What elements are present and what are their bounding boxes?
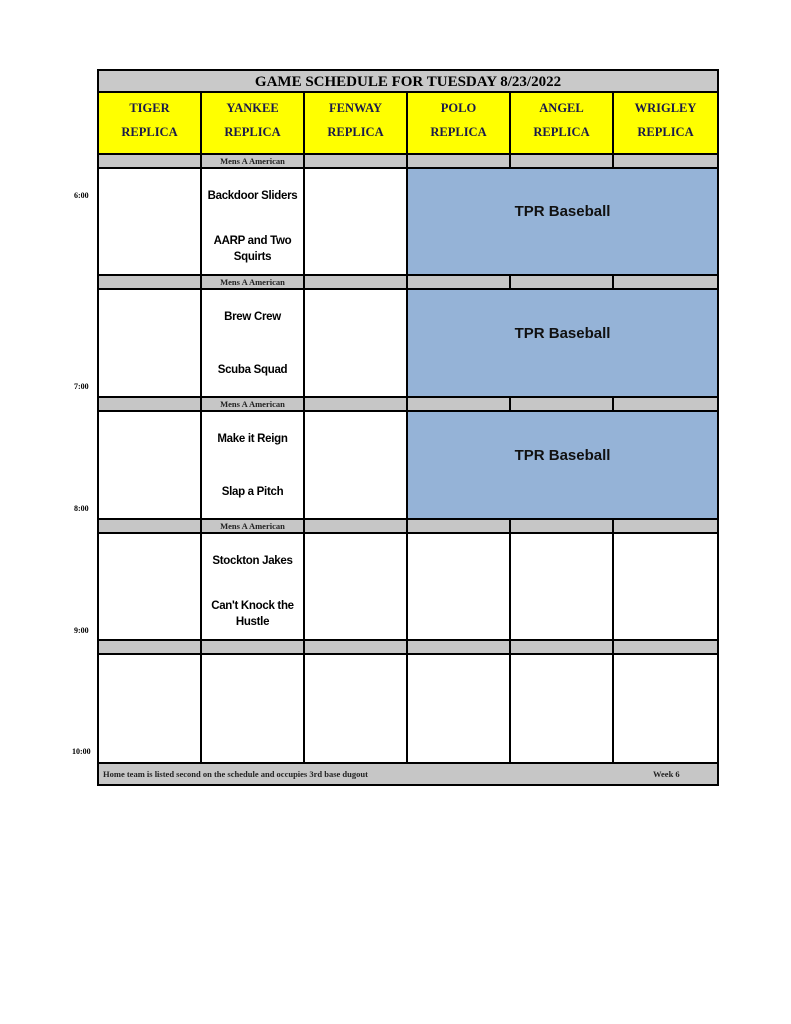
away-team: Brew Crew [224,311,281,323]
schedule-cell [202,412,305,520]
schedule-cell [305,169,408,276]
field-header [511,93,614,155]
reserved-block [408,290,717,398]
home-team: Scuba Squad [217,364,288,376]
schedule-footer [99,764,717,784]
field-name: YANKEE [226,101,279,115]
separator-cell [511,641,614,655]
schedule-cell [99,290,202,398]
reserved-block-label: TPR Baseball [514,203,611,220]
separator-cell [305,520,408,534]
separator-cell [511,276,614,290]
separator-cell [614,155,717,169]
separator-cell [99,155,202,169]
division-label: Mens A American [202,155,305,169]
schedule-cell [202,290,305,398]
field-header [202,93,305,155]
schedule-cell [408,534,511,641]
separator-cell [511,155,614,169]
schedule-cell [614,655,717,764]
field-subtitle: REPLICA [533,125,590,139]
field-name: ANGEL [539,101,584,115]
schedule-cell [202,655,305,764]
separator-cell [305,276,408,290]
division-label [202,641,305,655]
division-label: Mens A American [202,520,305,534]
schedule-cell [202,534,305,641]
reserved-block-label: TPR Baseball [514,324,611,342]
reserved-block-label: TPR Baseball [514,446,611,464]
schedule-cell [99,534,202,641]
field-header [99,93,202,155]
schedule-cell [305,655,408,764]
field-subtitle: REPLICA [637,125,694,139]
home-team: Can't Knock the Hustle [211,600,294,628]
separator-cell [408,398,511,412]
separator-cell [511,398,614,412]
away-team: Stockton Jakes [212,555,293,567]
time-label: 7:00 [74,382,89,391]
schedule-title: GAME SCHEDULE FOR TUESDAY 8/23/2022 [99,71,717,93]
time-label: 10:00 [72,747,91,756]
separator-cell [614,276,717,290]
separator-cell [614,398,717,412]
division-label: Mens A American [202,398,305,412]
time-label: 6:00 [74,191,89,200]
schedule-cell [99,169,202,276]
separator-cell [99,398,202,412]
schedule-cell [305,412,408,520]
separator-cell [408,276,511,290]
home-team: AARP and Two Squirts [213,235,292,263]
schedule-cell [305,290,408,398]
field-subtitle: REPLICA [121,125,178,139]
away-team: Backdoor Sliders [207,190,298,202]
schedule-cell [511,534,614,641]
separator-cell [99,520,202,534]
field-header [305,93,408,155]
separator-cell [408,520,511,534]
field-subtitle: REPLICA [430,125,487,139]
schedule-cell [305,534,408,641]
field-header [408,93,511,155]
time-label: 9:00 [74,626,89,635]
separator-cell [511,520,614,534]
separator-cell [305,398,408,412]
separator-cell [305,641,408,655]
separator-cell [408,641,511,655]
schedule-cell [202,169,305,276]
schedule-cell [99,655,202,764]
field-name: FENWAY [328,101,383,115]
field-subtitle: REPLICA [327,125,384,139]
field-header [614,93,717,155]
separator-cell [408,155,511,169]
week-label: Week 6 [653,769,680,779]
schedule-cell [511,655,614,764]
time-label: 8:00 [74,504,89,513]
reserved-block [408,169,717,276]
separator-cell [614,641,717,655]
field-name: TIGER [129,101,170,115]
schedule-cell [614,534,717,641]
separator-cell [99,276,202,290]
schedule-cell [99,412,202,520]
reserved-block [408,412,717,520]
field-name: POLO [440,101,477,115]
separator-cell [305,155,408,169]
field-name: WRIGLEY [634,101,697,115]
footer-note: Home team is listed second on the schedule and occupies 3rd base dugout [103,769,368,779]
separator-cell [99,641,202,655]
division-label: Mens A American [202,276,305,290]
home-team: Slap a Pitch [221,486,284,498]
field-subtitle: REPLICA [224,125,281,139]
separator-cell [614,520,717,534]
away-team: Make it Reign [217,433,288,445]
schedule-cell [408,655,511,764]
schedule-table [97,69,719,786]
